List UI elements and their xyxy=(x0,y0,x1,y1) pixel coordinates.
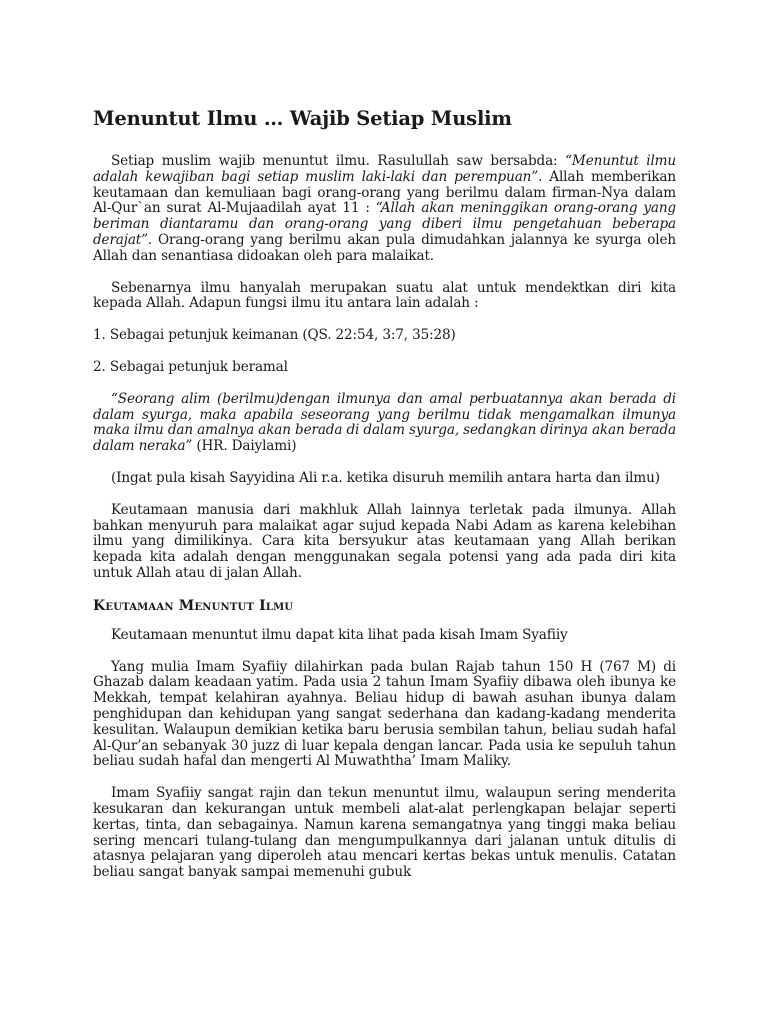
paragraph-biography: Yang mulia Imam Syafiiy dilahirkan pada bulan Rajab tahun 150 H (767 M) di Ghazab dalam keadaan yatim. Pada usia 2 tahun Imam Syafiiy dibawa oleh ibunya ke Mekkah, tempat kelahiran ayahnya. Beliau hidup di bawah asuhan ibunya dalam penghidupan dan kehidupan yang sangat sederhana dan kadang-kadang menderita kesulitan. Walaupun demikian ketika baru berusia sembilan tahun, beliau sudah hafal Al-Qur’an sebanyak 30 juzz di luar kepala dengan lancar. Pada usia ke sepuluh tahun beliau sudah hafal dan mengerti Al Muwaththa’ Imam Maliky. xyxy=(93,658,676,770)
document-page xyxy=(93,108,676,897)
intro-text-a: Setiap muslim wajib menuntut ilmu. Rasulullah saw bersabda: xyxy=(111,153,566,169)
list-item-1: 1. Sebagai petunjuk keimanan (QS. 22:54, 3:7, 35:28) xyxy=(93,327,456,344)
intro-text-e: . Orang-orang yang berilmu akan pula dimudahkan jalannya ke syurga oleh Allah dan senantiasa didoakan oleh para malaikat. xyxy=(93,231,676,264)
intro-text-c: . Allah memberikan keutamaan dan kemuliaan bagi orang-orang yang berilmu dalam firman-Nya dalam Al-Qur`an surat Al-Mujaadilah ayat 11 : xyxy=(93,168,676,217)
hadith-quote-2: “Seorang alim (berilmu)dengan ilmunya dan amal perbuatannya akan berada di dalam syurga, maka apabila seseorang yang berilmu tidak mengamalkan ilmunya maka ilmu dan amalnya akan berada di dalam syurga, sedangkan dirinya akan berada dalam neraka” xyxy=(93,390,676,455)
paragraph-note: (Ingat pula kisah Sayyidina Ali r.a. ketika disuruh memilih antara harta dan ilmu) xyxy=(111,469,660,486)
paragraph-virtue: Keutamaan manusia dari makhluk Allah lainnya terletak pada ilmunya. Allah bahkan menyuruh para malaikat agar sujud kepada Nabi Adam as karena kelebihan ilmu yang dimilikinya. Cara kita bersyukur atas keutamaan yang Allah berikan kepada kita adalah dengan menggunakan segala potensi yang ada pada diri kita untuk Allah atau di jalan Allah. xyxy=(93,501,676,581)
list-item-2: 2. Sebagai petunjuk beramal xyxy=(93,358,288,375)
hadith-source: (HR. Daiylami) xyxy=(192,438,297,455)
document-title: Menuntut Ilmu … Wajib Setiap Muslim xyxy=(93,107,512,130)
hadith-quote: “Menuntut ilmu adalah kewajiban bagi setiap muslim laki-laki dan perempuan” xyxy=(93,153,677,185)
paragraph-section-intro: Keutamaan menuntut ilmu dapat kita lihat pada kisah Imam Syafiiy xyxy=(111,626,568,643)
section-heading: Keutamaan Menuntut Ilmu xyxy=(93,597,294,614)
paragraph-function: Sebenarnya ilmu hanyalah merupakan suatu alat untuk mendektkan diri kita kepada Allah. Adapun fungsi ilmu itu antara lain adalah : xyxy=(93,279,676,312)
quran-quote: “Allah akan meninggikan orang-orang yang beriman diantaramu dan orang-orang yang diberi ilmu pengetahuan beberapa derajat” xyxy=(93,200,676,248)
paragraph-diligence: Imam Syafiiy sangat rajin dan tekun menuntut ilmu, walaupun sering menderita kesukaran dan kekurangan untuk membeli alat-alat perlengkapan belajar seperti kertas, tinta, dan sebagainya. Namun karena semangatnya yang tinggi maka beliau sering mencari tulang-tulang dan mengumpulkannya dari jalanan untuk ditulis di atasnya pelajaran yang diperoleh atau mencari kertas bekas untuk menulis. Catatan beliau sangat banyak sampai memenuhi gubuk xyxy=(93,785,676,881)
paragraph-quote xyxy=(93,392,676,455)
paragraph-intro xyxy=(93,154,676,265)
